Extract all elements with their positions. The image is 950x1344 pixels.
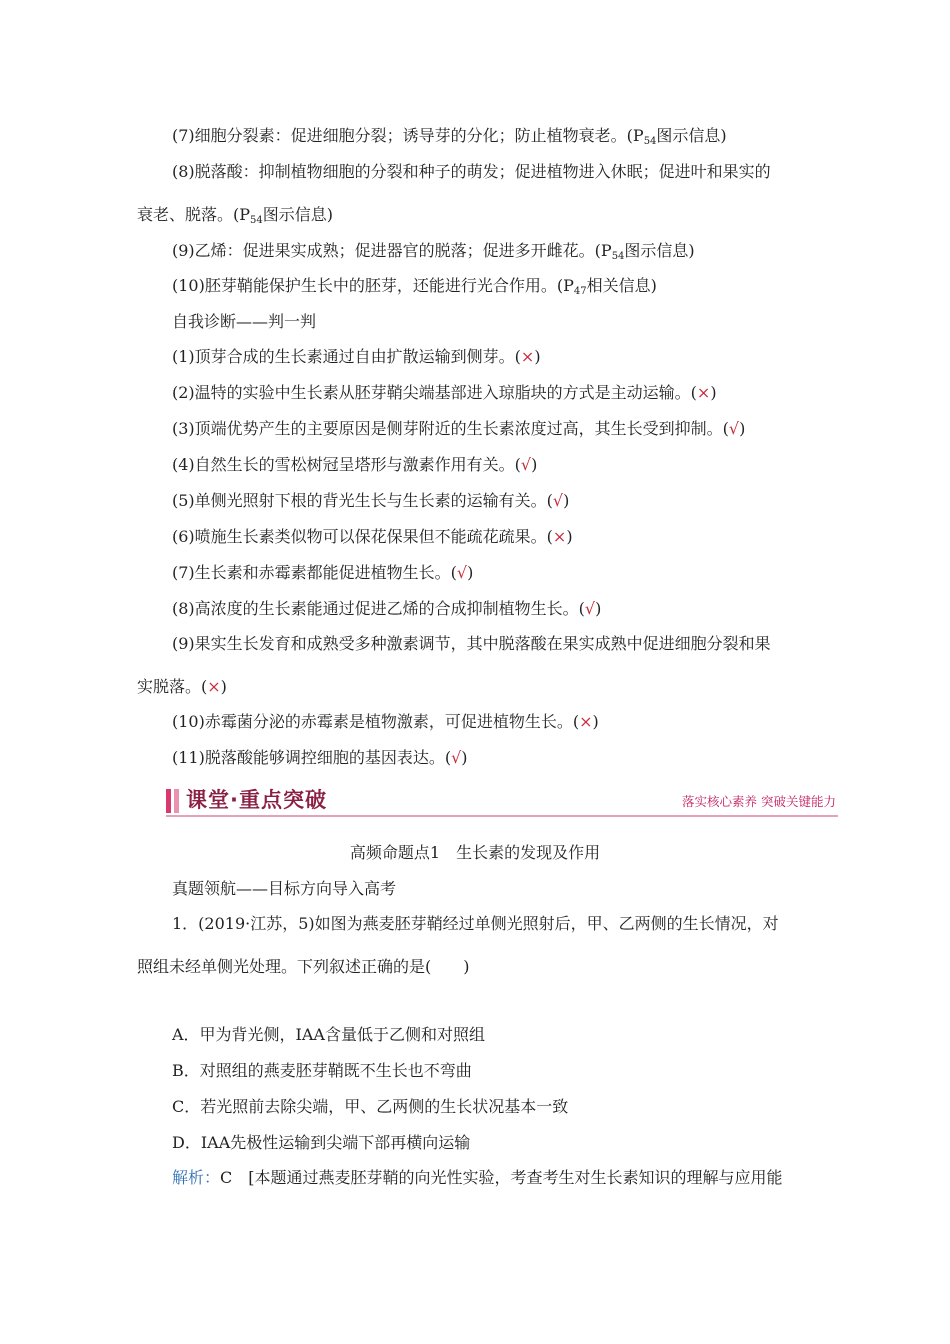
judgment-8: (8)高浓度的生长素能通过促进乙烯的合成抑制植物生长。(√) bbox=[172, 599, 602, 618]
diagnosis-heading: 自我诊断——判一判 bbox=[172, 312, 317, 331]
judgment-1: (1)顶芽合成的生长素通过自由扩散运输到侧芽。(×) bbox=[172, 347, 541, 366]
check-mark: √ bbox=[520, 455, 532, 474]
banner-bar-icon bbox=[166, 789, 171, 813]
judgment-3: (3)顶端优势产生的主要原因是侧芽附近的生长素浓度过高，其生长受到抑制。(√) bbox=[172, 419, 746, 438]
cross-mark: × bbox=[579, 712, 593, 731]
check-mark: √ bbox=[456, 563, 468, 582]
section-slogan: 落实核心素养 突破关键能力 bbox=[682, 794, 836, 809]
hint-7: (7)细胞分裂素：促进细胞分裂；诱导芽的分化；防止植物衰老。($P_{54}$图示信息) bbox=[172, 126, 727, 147]
analysis-text: C [本题通过燕麦胚芽鞘的向光性实验，考查考生对生长素知识的理解与应用能 bbox=[220, 1168, 783, 1187]
judgment-6: (6)喷施生长素类似物可以保花保果但不能疏花疏果。(×) bbox=[172, 527, 573, 546]
judgment-9-cont: 实脱落。(×) bbox=[137, 677, 227, 696]
guide-heading: 真题领航——目标方向导入高考 bbox=[172, 879, 397, 898]
hint-8: (8)脱落酸：抑制植物细胞的分裂和种子的萌发；促进植物进入休眠；促进叶和果实的 bbox=[172, 162, 771, 181]
cross-mark: × bbox=[696, 383, 711, 402]
hint-10: (10)胚芽鞘能保护生长中的胚芽，还能进行光合作用。($P_{47}$相关信息) bbox=[172, 276, 657, 297]
option-b: B．对照组的燕麦胚芽鞘既不生长也不弯曲 bbox=[172, 1061, 472, 1080]
banner-rule bbox=[166, 815, 838, 817]
judgment-5: (5)单侧光照射下根的背光生长与生长素的运输有关。(√) bbox=[172, 491, 570, 510]
check-mark: √ bbox=[552, 491, 564, 510]
banner-bar-icon bbox=[174, 789, 179, 813]
cross-mark: × bbox=[207, 677, 221, 696]
option-a: A．甲为背光侧，IAA含量低于乙侧和对照组 bbox=[172, 1025, 485, 1044]
option-c: C．若光照前去除尖端，甲、乙两侧的生长状况基本一致 bbox=[172, 1097, 569, 1116]
check-mark: √ bbox=[451, 748, 462, 767]
section-title: 课堂·重点突破 bbox=[186, 788, 327, 812]
cross-mark: × bbox=[552, 527, 567, 546]
judgment-7: (7)生长素和赤霉素都能促进植物生长。(√) bbox=[172, 563, 474, 582]
judgment-10: (10)赤霉菌分泌的赤霉素是植物激素，可促进植物生长。(×) bbox=[172, 712, 599, 731]
cross-mark: × bbox=[520, 347, 535, 366]
judgment-2: (2)温特的实验中生长素从胚芽鞘尖端基部进入琼脂块的方式是主动运输。(×) bbox=[172, 383, 717, 402]
analysis bbox=[172, 1167, 783, 1189]
analysis-label: 解析： bbox=[172, 1168, 221, 1187]
judgment-9: (9)果实生长发育和成熟受多种激素调节，其中脱落酸在果实成熟中促进细胞分裂和果 bbox=[172, 634, 771, 653]
hint-8-cont: 衰老、脱落。($P_{54}$图示信息) bbox=[137, 205, 333, 226]
judgment-4: (4)自然生长的雪松树冠呈塔形与激素作用有关。(√) bbox=[172, 455, 538, 474]
question-line-1: 1．(2019·江苏，5)如图为燕麦胚芽鞘经过单侧光照射后，甲、乙两侧的生长情况，对 bbox=[172, 914, 779, 933]
question-line-2: 照组未经单侧光处理。下列叙述正确的是( ) bbox=[137, 957, 470, 976]
topic-title: 高频命题点1 生长素的发现及作用 bbox=[349, 843, 601, 862]
option-d: D．IAA先极性运输到尖端下部再横向运输 bbox=[172, 1133, 471, 1152]
check-mark: √ bbox=[584, 599, 596, 618]
section-banner bbox=[166, 786, 838, 816]
judgment-11: (11)脱落酸能够调控细胞的基因表达。(√) bbox=[172, 748, 468, 767]
check-mark: √ bbox=[728, 419, 740, 438]
hint-9: (9)乙烯：促进果实成熟；促进器官的脱落；促进多开雌花。($P_{54}$图示信息) bbox=[172, 241, 695, 262]
